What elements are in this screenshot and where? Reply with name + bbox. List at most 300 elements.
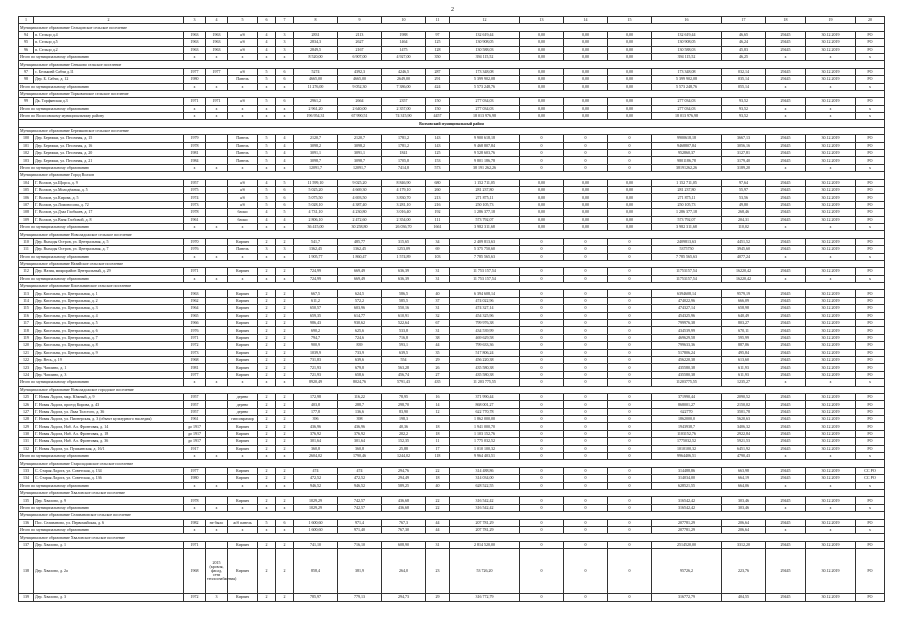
table-cell: Кирпич — [228, 334, 258, 341]
table-cell: 0 — [520, 305, 564, 312]
table-row — [19, 549, 885, 594]
table-cell: 204,31 — [722, 216, 766, 223]
table-cell: Кирпич — [228, 594, 258, 601]
table-cell: 5 — [258, 142, 276, 149]
table-cell: 0 — [608, 290, 652, 297]
table-cell: 3127,81 — [722, 150, 766, 157]
table-cell: 45,83 — [722, 46, 766, 53]
table-cell: 403,8 — [294, 401, 338, 408]
address-cell: Дер. Хвалово, д. 3 — [34, 594, 184, 601]
section-title: Муниципальное образование Город Волхов — [19, 172, 885, 179]
total-cell: x — [258, 482, 276, 489]
total-cell: 1790,46 — [338, 453, 382, 460]
table-cell: 30.12.2019 — [806, 179, 856, 186]
table-cell: 5 — [258, 68, 276, 75]
table-row — [19, 135, 885, 142]
table-cell: 30.12.2019 — [806, 393, 856, 400]
total-cell: x — [806, 379, 856, 386]
table-row — [19, 423, 885, 430]
address-cell: Г. Новая Ладога, ул. Льва Толстого, д. 36 — [34, 408, 184, 415]
total-cell: 207 781,29 — [450, 526, 520, 533]
total-cell: 0 — [564, 164, 608, 171]
table-cell: РО — [856, 194, 885, 201]
table-cell: 29445 — [766, 438, 806, 445]
table-cell: 1961 — [184, 216, 206, 223]
total-cell: 7 785 565,63 — [450, 253, 520, 260]
table-cell: 1781,2 — [382, 135, 426, 142]
total-cell: x — [856, 453, 885, 460]
total-cell: x — [184, 164, 206, 171]
table-cell: РО — [856, 68, 885, 75]
table-cell: 0 — [520, 297, 564, 304]
table-cell: 1957 — [184, 401, 206, 408]
table-cell: 30.12.2019 — [806, 497, 856, 504]
table-cell: 0 — [520, 268, 564, 275]
table-cell: Кирпич — [228, 349, 258, 356]
table-cell: РО — [856, 438, 885, 445]
total-row — [19, 53, 885, 60]
table-cell: 2 — [258, 393, 276, 400]
table-cell: 2 — [276, 356, 294, 363]
table-row — [19, 268, 885, 275]
total-cell: 0 — [520, 504, 564, 511]
table-cell: 287 — [426, 68, 450, 75]
table-cell: 0,00 — [520, 186, 564, 193]
table-row — [19, 430, 885, 437]
table-cell: 622770 — [652, 408, 722, 415]
table-cell: 603,96 — [338, 305, 382, 312]
table-cell: 0 — [520, 430, 564, 437]
table-cell: 573 792,07 — [450, 216, 520, 223]
table-cell: 611,93 — [722, 364, 766, 371]
table-cell: 371 990,44 — [450, 393, 520, 400]
table-cell: 29445 — [766, 68, 806, 75]
table-cell: 30.12.2019 — [806, 142, 856, 149]
table-cell: 0 — [608, 475, 652, 482]
table-cell: 799976,38 — [652, 320, 722, 327]
table-cell: 125 — [426, 39, 450, 46]
table-cell: 0,00 — [520, 194, 564, 201]
total-cell: x — [228, 83, 258, 90]
table-cell: 268,46 — [722, 209, 766, 216]
table-cell: 9 468 807,84 — [450, 142, 520, 149]
table-cell: 1 600,60 — [294, 519, 338, 526]
table-cell: 517806,24 — [652, 349, 722, 356]
table-cell: 0 — [520, 312, 564, 319]
table-cell: 381,9 — [338, 549, 382, 594]
table-row — [19, 31, 885, 38]
total-cell: 0,00 — [520, 53, 564, 60]
table-cell — [206, 364, 228, 371]
section-row — [19, 172, 885, 179]
table-cell: 0 — [520, 519, 564, 526]
table-cell: 29445 — [766, 76, 806, 83]
table-row — [19, 594, 885, 601]
table-cell: РО — [856, 238, 885, 245]
table-cell: 1 775 032,52 — [450, 438, 520, 445]
table-row — [19, 408, 885, 415]
total-cell: 394 115,52 — [652, 53, 722, 60]
table-cell: 666,09 — [722, 297, 766, 304]
total-cell: x — [856, 482, 885, 489]
table-cell: РО — [856, 297, 885, 304]
table-cell: 104 — [19, 179, 34, 186]
table-cell: 2 472,60 — [338, 216, 382, 223]
table-cell: 2 — [276, 438, 294, 445]
table-cell: 2 — [276, 371, 294, 378]
address-cell: Г. Новая Ладога, проезд Кирова, д. 43 — [34, 401, 184, 408]
table-cell: 30.12.2019 — [806, 408, 856, 415]
table-cell: 29445 — [766, 31, 806, 38]
table-cell: 371990,44 — [652, 393, 722, 400]
table-cell: 16 — [426, 393, 450, 400]
table-cell: 111 — [19, 246, 34, 253]
table-cell: 2 — [258, 312, 276, 319]
table-cell: РО — [856, 320, 885, 327]
table-cell: 30.12.2019 — [806, 401, 856, 408]
table-cell: 130 908,05 — [450, 39, 520, 46]
table-cell: 0 — [564, 312, 608, 319]
total-cell: 424 — [426, 83, 450, 90]
table-cell: 0 — [608, 401, 652, 408]
table-cell: 1970 — [184, 238, 206, 245]
table-cell: 277 034,03 — [450, 98, 520, 105]
table-cell: 22 — [426, 467, 450, 474]
total-cell: 6 907,00 — [338, 53, 382, 60]
table-cell: 30.12.2019 — [806, 157, 856, 164]
table-cell: 29445 — [766, 179, 806, 186]
table-cell: 271 875,11 — [450, 194, 520, 201]
table-cell: 97 — [426, 31, 450, 38]
table-cell: 55,97 — [722, 186, 766, 193]
table-cell: 29445 — [766, 445, 806, 452]
table-cell: 2113 — [338, 31, 382, 38]
table-cell: 0,00 — [520, 179, 564, 186]
table-cell: 30.12.2019 — [806, 541, 856, 548]
table-cell: 2 — [258, 290, 276, 297]
table-cell: 436,68 — [382, 497, 426, 504]
total-cell: x — [856, 105, 885, 112]
total-cell: 0 — [520, 379, 564, 386]
table-cell: 30.12.2019 — [806, 46, 856, 53]
table-cell: 29445 — [766, 342, 806, 349]
total-cell: 0,00 — [520, 223, 564, 230]
table-cell: 1963 — [184, 290, 206, 297]
total-cell: x — [258, 275, 276, 282]
table-cell: 469 629,58 — [450, 334, 520, 341]
table-cell: Панель — [228, 157, 258, 164]
table-cell: 29 — [426, 356, 450, 363]
table-cell: 30.12.2019 — [806, 246, 856, 253]
table-cell: 0 — [608, 150, 652, 157]
total-cell: 0,00 — [520, 105, 564, 112]
table-cell: 9 900 618,18 — [450, 135, 520, 142]
total-cell: 0,00 — [608, 83, 652, 90]
table-cell: 887,86 — [722, 342, 766, 349]
table-cell: РО — [856, 408, 885, 415]
table-cell: 0,00 — [608, 46, 652, 53]
table-cell: 2 354,00 — [382, 216, 426, 223]
total-cell: 055,14 — [722, 83, 766, 90]
table-cell: 0 — [608, 497, 652, 504]
table-cell: 5 — [258, 150, 276, 157]
table-cell: 0 — [608, 327, 652, 334]
table-cell: 29445 — [766, 238, 806, 245]
table-cell: 1103152,76 — [652, 430, 722, 437]
table-cell: 53,56 — [722, 194, 766, 201]
total-cell: 0 — [520, 453, 564, 460]
table-cell: 3 — [276, 46, 294, 53]
table-cell: 1971 — [184, 541, 206, 548]
table-row — [19, 393, 885, 400]
table-cell: 586,5 — [382, 290, 426, 297]
total-cell: 46,25 — [722, 53, 766, 60]
table-cell: РО — [856, 364, 885, 371]
table-cell: 0 — [520, 238, 564, 245]
table-cell: РО — [856, 31, 885, 38]
table-cell: 30.12.2019 — [806, 150, 856, 157]
table-cell: 0 — [520, 497, 564, 504]
table-cell: 0 — [608, 467, 652, 474]
table-cell: 1972 — [184, 594, 206, 601]
table-cell: 3 — [276, 31, 294, 38]
table-cell: 799 633,36 — [450, 342, 520, 349]
table-cell: 858,4 — [294, 549, 338, 594]
total-cell: 11203775,55 — [652, 379, 722, 386]
table-cell: 1980 — [184, 76, 206, 83]
total-cell: 4457 — [426, 113, 450, 120]
table-cell: 398 — [338, 416, 382, 423]
table-cell: 1971 — [184, 268, 206, 275]
total-cell: x — [206, 83, 228, 90]
total-cell: 8024,76 — [338, 379, 382, 386]
table-cell — [206, 334, 228, 341]
total-cell: 5 573 248,76 — [450, 83, 520, 90]
address-cell: Г. Волхов, ул.Дзаа Глобкаев, д. 17 — [34, 209, 184, 216]
table-cell: 4 — [258, 46, 276, 53]
table-cell: 315,65 — [382, 238, 426, 245]
section-row — [19, 460, 885, 467]
total-cell: x — [276, 275, 294, 282]
table-cell: РО — [856, 179, 885, 186]
table-cell: 0 — [608, 519, 652, 526]
table-cell — [206, 186, 228, 193]
table-cell: 724,99 — [294, 268, 338, 275]
table-cell: 0,00 — [608, 209, 652, 216]
table-cell: 572,2 — [338, 297, 382, 304]
table-cell: 12 — [426, 408, 450, 415]
total-cell: x — [856, 526, 885, 533]
total-cell: x — [766, 83, 806, 90]
table-cell: 640,49 — [722, 312, 766, 319]
table-cell: до 1917 — [184, 430, 206, 437]
table-cell: 127 — [19, 408, 34, 415]
address-cell: п. Сельцо д.5 — [34, 39, 184, 46]
total-cell: x — [206, 164, 228, 171]
table-cell: 294,49 — [382, 475, 426, 482]
total-cell: x — [258, 113, 276, 120]
address-cell: С. Старая Ладога, ул. Советская, д. 134 — [34, 467, 184, 474]
table-cell: 49,80 — [722, 201, 766, 208]
table-cell: 9579,19 — [722, 290, 766, 297]
table-cell: 0 — [608, 142, 652, 149]
address-cell: Дер. Кисельня, ул. Центральная, д. 4 — [34, 312, 184, 319]
table-cell: 474 022,96 — [450, 297, 520, 304]
table-cell: 121 — [19, 349, 34, 356]
total-cell: x — [258, 453, 276, 460]
table-cell: 103 — [19, 157, 34, 164]
table-cell: 119 — [19, 334, 34, 341]
table-cell: 5 — [258, 98, 276, 105]
table-cell: 456 220,38 — [450, 356, 520, 363]
address-cell: Дер. Кисельня, ул. Центральная, д. 8 — [34, 342, 184, 349]
table-cell: Кирпич — [228, 445, 258, 452]
table-cell: 0 — [564, 290, 608, 297]
table-row — [19, 297, 885, 304]
table-cell: 0,00 — [564, 31, 608, 38]
section-row — [19, 61, 885, 68]
table-cell: 30.12.2019 — [806, 98, 856, 105]
table-cell: 639,6 — [338, 356, 382, 363]
table-cell: 18 — [426, 475, 450, 482]
table-cell: 3056,16 — [722, 142, 766, 149]
table-cell: 0 — [564, 142, 608, 149]
table-cell — [206, 430, 228, 437]
table-cell: Кирпич — [228, 342, 258, 349]
total-cell: 0 — [608, 379, 652, 386]
table-cell: 0 — [608, 541, 652, 548]
table-cell: Панель — [228, 76, 258, 83]
table-cell — [426, 416, 450, 423]
table-cell: 0 — [608, 356, 652, 363]
address-cell: Г. Новая Ладога, Наб. Ал. Фронтовая, д. 18 — [34, 430, 184, 437]
section-row — [19, 512, 885, 519]
table-cell: 0 — [608, 364, 652, 371]
table-cell: 5 — [258, 519, 276, 526]
table-cell: 472,52 — [294, 475, 338, 482]
table-cell: 29445 — [766, 268, 806, 275]
table-row — [19, 98, 885, 105]
table-cell: Кирпич — [228, 305, 258, 312]
table-row — [19, 238, 885, 245]
table-cell — [206, 290, 228, 297]
column-number: 9 — [338, 17, 382, 24]
table-cell: 2 — [276, 305, 294, 312]
table-cell: 1980 — [184, 475, 206, 482]
table-cell: 4246,5 — [382, 68, 426, 75]
total-cell: 0 — [608, 164, 652, 171]
table-row — [19, 475, 885, 482]
total-cell: 26 036,70 — [382, 223, 426, 230]
table-cell: 636,39 — [382, 268, 426, 275]
table-cell: 1981 — [184, 364, 206, 371]
table-cell: 264,0 — [382, 549, 426, 594]
table-cell: 5 375 750,60 — [450, 246, 520, 253]
table-cell: 495,84 — [722, 349, 766, 356]
total-label: Итого по муниципальному образованию — [19, 453, 184, 460]
table-cell: 741,10 — [294, 541, 338, 548]
table-cell: 663,98 — [722, 467, 766, 474]
table-cell: 5620,63 — [722, 416, 766, 423]
table-cell: 109 — [19, 216, 34, 223]
table-cell: 1968 — [184, 356, 206, 363]
section-title: Муниципальное образование Назийское сельское поселение — [19, 260, 885, 267]
total-cell: x — [766, 453, 806, 460]
column-number: 12 — [450, 17, 520, 24]
total-cell: 0,00 — [608, 223, 652, 230]
table-cell: 95 — [19, 39, 34, 46]
table-cell: 2120,7 — [294, 135, 338, 142]
table-cell: РО — [856, 216, 885, 223]
table-cell: 595,99 — [722, 334, 766, 341]
address-cell: Дк. Торфянская д.3 — [34, 98, 184, 105]
total-cell: 103 — [426, 253, 450, 260]
table-cell: 5 — [258, 186, 276, 193]
total-cell: 0,00 — [520, 113, 564, 120]
table-cell: 29445 — [766, 246, 806, 253]
total-cell: x — [276, 164, 294, 171]
table-cell: РО — [856, 76, 885, 83]
table-cell: 2 — [276, 349, 294, 356]
table-cell: 78,95 — [382, 393, 426, 400]
table-cell: 22 — [426, 497, 450, 504]
table-cell: 4 — [258, 216, 276, 223]
table-cell: 3945,60 — [722, 246, 766, 253]
total-cell: 0,00 — [564, 105, 608, 112]
total-cell: 0 — [608, 526, 652, 533]
table-cell: Кирпич — [228, 297, 258, 304]
table-cell: 2 — [276, 416, 294, 423]
total-cell: 93,52 — [722, 113, 766, 120]
total-cell: x — [184, 223, 206, 230]
table-cell: 434539,99 — [652, 327, 722, 334]
table-cell: РО — [856, 430, 885, 437]
total-cell: x — [856, 504, 885, 511]
table-cell: 5375750 — [652, 246, 722, 253]
total-cell: 0 — [608, 482, 652, 489]
table-cell: 2 — [258, 438, 276, 445]
table-cell: 116,22 — [338, 393, 382, 400]
table-cell — [206, 497, 228, 504]
table-cell: 608,90 — [382, 541, 426, 548]
table-cell: 3179,40 — [722, 157, 766, 164]
column-number: 10 — [382, 17, 426, 24]
table-cell: 0 — [520, 445, 564, 452]
table-cell: 4392,3 — [338, 68, 382, 75]
table-cell: 132 — [19, 445, 34, 452]
table-cell: 456220,38 — [652, 356, 722, 363]
table-cell: 1963 — [184, 46, 206, 53]
table-cell: дерево — [228, 401, 258, 408]
table-cell: 2357 — [382, 98, 426, 105]
address-cell: Дер. Бережки, ул. Песочная, д. 20 — [34, 150, 184, 157]
table-cell: 1841 — [382, 150, 426, 157]
table-cell: 1961 — [184, 416, 206, 423]
table-cell — [206, 356, 228, 363]
total-label: Итого по муниципальному образованию — [19, 53, 184, 60]
table-cell: 1984 — [184, 157, 206, 164]
table-cell: 0 — [564, 408, 608, 415]
total-cell: x — [184, 526, 206, 533]
table-cell: 986,43 — [294, 320, 338, 327]
table-cell: РО — [856, 497, 885, 504]
total-cell: 36 415,00 — [294, 223, 338, 230]
total-cell: 38 191 262,26 — [450, 164, 520, 171]
table-cell: 1957 — [184, 408, 206, 415]
table-cell — [206, 150, 228, 157]
table-cell: 1 010 100,32 — [450, 445, 520, 452]
table-cell: а/б — [228, 68, 258, 75]
